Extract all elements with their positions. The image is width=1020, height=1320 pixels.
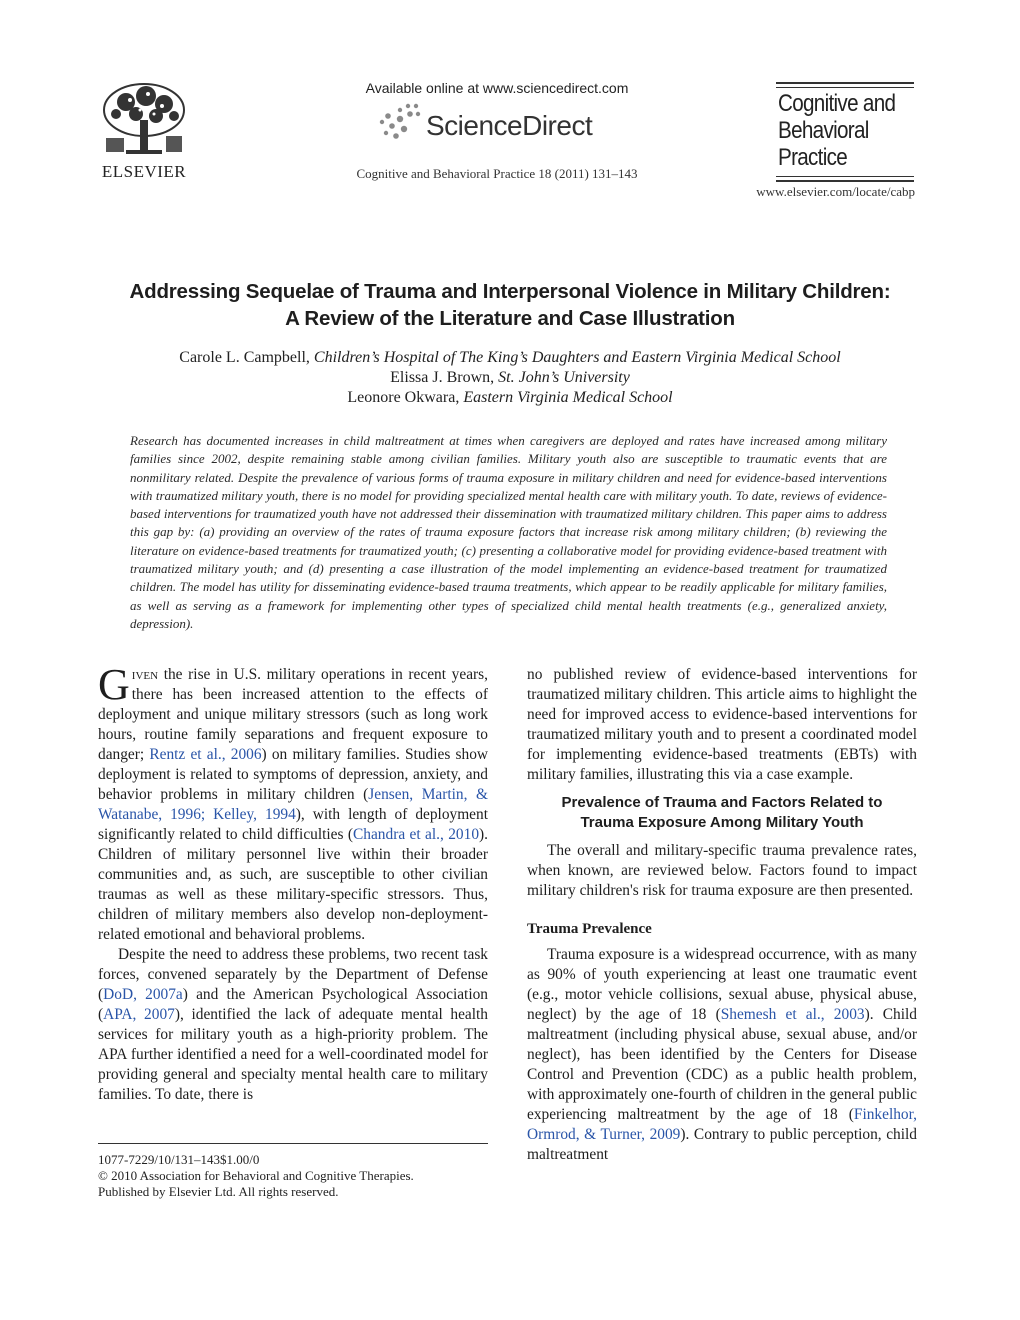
body-column-left <box>98 660 489 1105</box>
citation-link[interactable]: Finkelhor, Ormrod, & Turner, 2009 <box>527 1106 917 1143</box>
journal-logo-line: Cognitive and <box>778 90 896 117</box>
footnote-line: © 2010 Association for Behavioral and Cognitive Therapies. <box>98 1168 414 1183</box>
author-name: Leonore Okwara, <box>347 389 460 406</box>
title-line: Addressing Sequelae of Trauma and Interpersonal Violence in Military Children: <box>129 280 891 303</box>
footnote-line: Published by Elsevier Ltd. All rights reserved. <box>98 1184 339 1199</box>
drop-cap: G <box>98 660 130 709</box>
author-affiliation: Children’s Hospital of The King’s Daughters and Eastern Virginia Medical School <box>313 349 841 366</box>
citation-link[interactable]: DoD, 2007a <box>103 986 183 1003</box>
citation-link[interactable]: Rentz et al., 2006 <box>149 746 262 763</box>
journal-url[interactable]: www.elsevier.com/locate/cabp <box>756 184 915 199</box>
citation-link[interactable]: Shemesh et al., 2003 <box>720 1006 865 1023</box>
title-line: A Review of the Literature and Case Illustration <box>285 307 735 330</box>
available-online-text[interactable]: Available online at www.sciencedirect.com <box>365 80 629 96</box>
copyright-footnote <box>98 1143 488 1200</box>
sciencedirect-logo[interactable] <box>378 102 628 142</box>
article-title <box>60 278 960 332</box>
sciencedirect-wordmark: ScienceDirect <box>426 110 593 141</box>
journal-citation: Cognitive and Behavioral Practice 18 (2011) 131–143 <box>356 166 638 181</box>
author-affiliation: St. John’s University <box>498 369 630 386</box>
paragraph: Given the rise in U.S. military operations in recent years, there has been increased attention to the effects of deployment and unique military stressors (such as long work hours, routine family separations and frequent exposure to danger; Rentz et al., 2006) on military families. Studies show deployment is related to symptoms of depression, anxiety, and behavior problems in military children (Jensen, Martin, & Watanabe, 1996; Kelley, 1994), with length of deployment significantly related to child difficulties (Chandra et al., 2010). Children of military personnel live within their broader communities and, as such, are susceptible to other civilian traumas as well as these military-specific stressors. Thus, children of military members also develop non-deployment-related emotional and behavioral problems. <box>98 660 489 943</box>
body-column-right <box>527 665 917 1165</box>
journal-logo <box>776 82 914 182</box>
citation-link[interactable]: Jensen, Martin, & Watanabe, 1996; Kelley, 1994 <box>98 786 488 823</box>
citation-link[interactable]: APA, 2007 <box>103 1006 175 1023</box>
journal-logo-line: Practice <box>778 144 848 171</box>
elsevier-logo <box>96 80 192 184</box>
author-name: Carole L. Campbell, <box>179 349 310 366</box>
footnote-line: 1077-7229/10/131–143$1.00/0 <box>98 1152 260 1167</box>
paragraph: Despite the need to address these problems, two recent task forces, convened separately by the Department of Defense (DoD, 2007a) and the American Psychological Association (APA, 2007), identified the lack of adequate mental health services for military youth as a high-priority problem. The APA further identified a need for a well-coordinated model for providing general and specialty mental health care to military families. To date, there is <box>98 946 489 1103</box>
journal-logo-line: Behavioral <box>778 117 869 144</box>
author-line <box>60 388 960 408</box>
author-line <box>60 348 960 368</box>
paragraph: The overall and military-specific trauma prevalence rates, when known, are reviewed below. Factors found to impact military children's risk for trauma exposure are then presented. <box>527 842 917 899</box>
small-caps-lead: iven <box>131 666 159 683</box>
author-name: Elissa J. Brown, <box>390 369 495 386</box>
paragraph: Trauma exposure is a widespread occurrence, with as many as 90% of youth experiencing at least one traumatic event (e.g., motor vehicle collisions, sexual abuse, physical abuse, neglect) by the age of 18 (Shemesh et al., 2003). Child maltreatment (including physical abuse, sexual abuse, and/or neglect), has been identified by the Centers for Disease Control and Prevention (CDC) as a public health problem, with approximately one-fourth of children in the general public experiencing maltreatment by the age of 18 (Finkelhor, Ormrod, & Turner, 2009). Contrary to public perception, child maltreatment <box>527 946 918 1163</box>
elsevier-tree-icon <box>96 80 192 160</box>
sciencedirect-dots-icon <box>378 102 424 142</box>
paragraph: no published review of evidence-based interventions for traumatized military children. This article aims to highlight the need for improved access to evidence-based interventions for traumatized military youth and to present a coordinated model for implementing evidence-based treatments (EBTs) with military families, illustrating this via a case example. <box>527 666 917 783</box>
abstract: Research has documented increases in child maltreatment at times when caregivers are deployed and rates have increased among military families since 2002, despite remaining stable among civilian families. Military youth also are susceptible to traumatic events that are nonmilitary related. Despite the prevalence of various forms of trauma exposure in military children and need for evidence-based interventions with traumatized military youth, there is no model for providing specialized mental health care with military youth. To date, reviews of evidence-based interventions for traumatized youth have not addressed their dissemination with traumatized military children. This paper aims to address this gap by: (a) providing an overview of the rates of trauma exposure factors that increase risk among military children; (b) reviewing the literature on evidence-based treatments for traumatized youth; (c) presenting a collaborative model for providing evidence-based treatment with traumatized military youth; and (d) presenting a case illustration of the model implementing an evidence-based treatment for traumatized children. The model has utility for disseminating evidence-based trauma treatments, which appear to be readily applicable for military families, as well as serving as a framework for implementing other types of specialized child mental health treatments (e.g., generalized anxiety, depression). <box>130 433 887 631</box>
citation-link[interactable]: Chandra et al., 2010 <box>353 826 480 843</box>
author-line <box>60 368 960 388</box>
section-heading: Prevalence of Trauma and Factors Related to Trauma Exposure Among Military Youth <box>561 794 883 831</box>
author-affiliation: Eastern Virginia Medical School <box>463 389 673 406</box>
subsection-heading: Trauma Prevalence <box>527 921 652 937</box>
elsevier-wordmark: ELSEVIER <box>101 162 187 181</box>
